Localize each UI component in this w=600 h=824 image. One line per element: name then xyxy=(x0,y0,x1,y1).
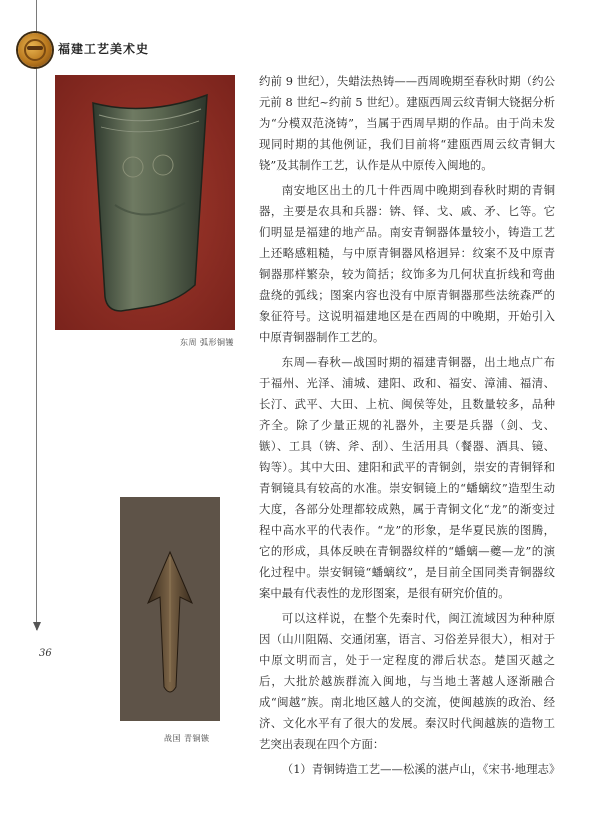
running-header-title: 福建工艺美术史 xyxy=(58,42,150,56)
photo-bronze-hoe xyxy=(55,75,235,330)
paragraph: （1）青铜铸造工艺——松溪的湛卢山，《宋书·地理志》 xyxy=(281,762,561,776)
bronze-arrowhead-illustration xyxy=(120,497,220,721)
book-logo-icon xyxy=(18,33,52,67)
photo-bronze-arrowhead xyxy=(120,497,220,721)
paragraph: 东周—春秋—战国时期的福建青铜器，出土地点广布于福州、光泽、浦城、建阳、政和、福安、漳浦、福清、长汀、武平、大田、上杭、闽侯等处，且数量较多，品种齐全。除了少量正规的礼器外，主要是兵器（剑、戈、镞）、工具（锛、斧、刮）、生活用具（餐器、酒具、镜、钩等）。其中大田、建阳和武平的青铜剑，崇安的青铜铎和青铜镜具有较高的水准。崇安铜镜上的“蟠螭纹”造型生动大度，各部分处理都较成熟，属于青铜文化“龙”的渐变过程中高水平的代表作。“龙”的形象，是华夏民族的图腾，它的形成，具体反映在青铜器纹样的“蟠螭—夔—龙”的演化过程中。崇安铜镜“蟠螭纹”，是目前全国同类青铜器纹案中最有代表性的龙形图案，是很有研究价值的。 xyxy=(259,355,555,600)
figure-caption-hoe: 东周 弧形铜镬 xyxy=(180,338,235,347)
page-number: 36 xyxy=(39,648,52,659)
logo-ring xyxy=(24,39,46,61)
margin-rule xyxy=(36,0,37,630)
figure-caption-arrowhead: 战国 青铜镞 xyxy=(164,734,210,743)
logo-mark xyxy=(27,46,43,50)
paragraph: 约前 9 世纪），失蜡法热铸——西周晚期至春秋时期（约公元前 8 世纪~约前 5 世纪）。建瓯西周云纹青铜大铙据分析为“分模双范浇铸”，当属于西周早期的作品。由于尚未发现同时期的其他例证，我们目前将“建瓯西周云纹青铜大铙”及其制作工艺，认作是从中原传入闽地的。 xyxy=(259,74,555,172)
margin-rule-arrow xyxy=(33,622,41,631)
article-body xyxy=(259,71,561,780)
paragraph: 可以这样说，在整个先秦时代，闽江流域因为种种原因（山川阻隔、交通闭塞，语言、习俗差异很大），相对于中原文明而言，处于一定程度的滞后状态。楚国灭越之后，大批於越族群流入闽地，与当地土著越人逐渐融合成“闽越”族。南北地区越人的交流，使闽越族的政治、经济、文化水平有了很大的发展。秦汉时代闽越族的造物工艺突出表现在四个方面： xyxy=(259,611,555,751)
bronze-hoe-illustration xyxy=(55,75,235,330)
paragraph: 南安地区出土的几十件西周中晚期到春秋时期的青铜器，主要是农具和兵器：锛、铎、戈、戚、矛、匕等。它们明显是福建的地产品。南安青铜器体量较小，铸造工艺上还略感粗糙，与中原青铜器风格迥异：纹案不及中原青铜器那样繁杂，较为简括；纹饰多为几何状直折线和弯曲盘绕的弧线；图案内容也没有中原青铜器那些法统森严的象征符号。这说明福建地区是在西周的中晚期，开始引入中原青铜器制作工艺的。 xyxy=(259,183,555,344)
